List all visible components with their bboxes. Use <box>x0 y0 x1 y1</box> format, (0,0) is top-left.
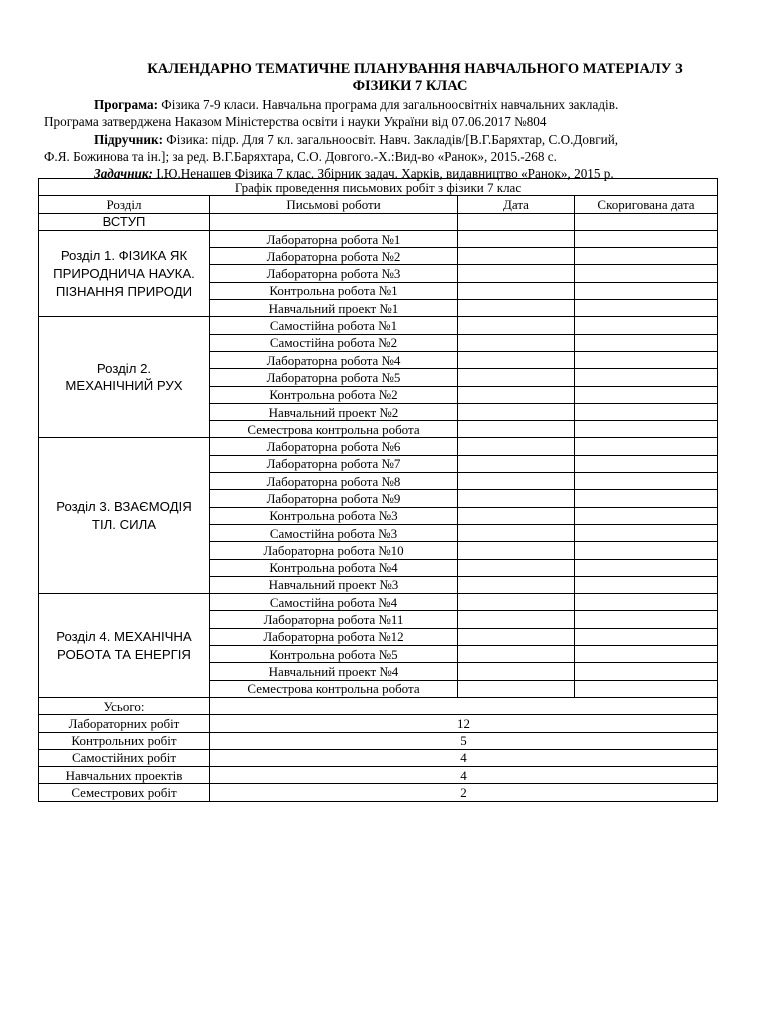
column-header-works: Письмові роботи <box>210 196 458 213</box>
corrected-date-cell[interactable] <box>575 248 718 265</box>
totals-row <box>39 732 718 749</box>
corrected-date-cell[interactable] <box>575 576 718 593</box>
date-cell[interactable] <box>458 248 575 265</box>
totals-blank-cell <box>210 697 718 714</box>
totals-row-label: Лабораторних робіт <box>39 715 210 732</box>
corrected-date-cell[interactable] <box>575 473 718 490</box>
corrected-date-cell[interactable] <box>575 646 718 663</box>
totals-row-value: 5 <box>210 732 718 749</box>
work-cell: Лабораторна робота №10 <box>210 542 458 559</box>
problembook-label: Задачник: <box>94 166 153 182</box>
totals-row-value: 2 <box>210 784 718 801</box>
section-name-4: Розділ 4. МЕХАНІЧНА РОБОТА ТА ЕНЕРГІЯ <box>39 594 210 698</box>
totals-label: Усього: <box>39 697 210 714</box>
corrected-date-cell[interactable] <box>575 680 718 697</box>
date-cell[interactable] <box>458 594 575 611</box>
column-header-date: Дата <box>458 196 575 213</box>
work-cell: Лабораторна робота №4 <box>210 351 458 368</box>
program-label: Програма: <box>94 97 158 112</box>
corrected-date-cell[interactable] <box>575 230 718 247</box>
corrected-date-cell[interactable] <box>575 628 718 645</box>
date-cell[interactable] <box>458 421 575 438</box>
totals-row-value: 4 <box>210 749 718 766</box>
corrected-date-cell[interactable] <box>575 351 718 368</box>
totals-row <box>39 749 718 766</box>
approval-line: Програма затверджена Наказом Міністерства освіти і науки України від 07.06.2017 №804 <box>44 114 547 130</box>
work-cell: Лабораторна робота №8 <box>210 473 458 490</box>
date-cell[interactable] <box>458 663 575 680</box>
date-cell[interactable] <box>458 317 575 334</box>
date-cell[interactable] <box>458 455 575 472</box>
table-row <box>39 317 718 334</box>
totals-header-row <box>39 697 718 714</box>
intro-row <box>39 213 718 230</box>
work-cell: Семестрова контрольна робота <box>210 680 458 697</box>
document-meta <box>44 96 764 182</box>
date-cell[interactable] <box>458 386 575 403</box>
corrected-date-cell[interactable] <box>575 386 718 403</box>
schedule-table-body <box>39 179 718 802</box>
column-header-section: Розділ <box>39 196 210 213</box>
work-cell <box>210 213 458 230</box>
work-cell: Контрольна робота №1 <box>210 282 458 299</box>
corrected-date-cell[interactable] <box>575 663 718 680</box>
document-title <box>40 61 768 95</box>
textbook-label: Підручник: <box>94 131 163 147</box>
totals-row-label: Самостійних робіт <box>39 749 210 766</box>
table-caption: Графік проведення письмових робіт з фізики 7 клас <box>39 179 718 196</box>
date-cell[interactable] <box>458 628 575 645</box>
totals-row-value: 12 <box>210 715 718 732</box>
work-cell: Самостійна робота №4 <box>210 594 458 611</box>
work-cell: Навчальний проект №1 <box>210 300 458 317</box>
work-cell: Самостійна робота №1 <box>210 317 458 334</box>
work-cell: Лабораторна робота №6 <box>210 438 458 455</box>
date-cell[interactable] <box>458 334 575 351</box>
caption-row <box>39 179 718 196</box>
textbook-text: Фізика: підр. Для 7 кл. загальноосвіт. Навч. Закладів/[В.Г.Баряхтар, С.О.Довгий, <box>162 131 619 147</box>
date-cell[interactable] <box>458 230 575 247</box>
date-cell[interactable] <box>458 490 575 507</box>
date-cell[interactable] <box>458 611 575 628</box>
textbook-line <box>44 131 764 148</box>
section-name-line-2: МЕХАНІЧНИЙ РУХ <box>65 378 183 394</box>
date-cell[interactable] <box>458 680 575 697</box>
totals-row <box>39 715 718 732</box>
corrected-date-cell[interactable] <box>575 455 718 472</box>
date-cell[interactable] <box>458 507 575 524</box>
date-cell[interactable] <box>458 282 575 299</box>
section-name-3: Розділ 3. ВЗАЄМОДІЯ ТІЛ. СИЛА <box>39 438 210 594</box>
work-cell: Лабораторна робота №7 <box>210 455 458 472</box>
corrected-date-cell[interactable] <box>575 507 718 524</box>
totals-row <box>39 784 718 801</box>
title-line-2: ФІЗИКИ 7 КЛАС <box>352 78 468 94</box>
work-cell: Контрольна робота №4 <box>210 559 458 576</box>
date-cell[interactable] <box>458 265 575 282</box>
schedule-table <box>38 178 718 802</box>
corrected-date-cell[interactable] <box>575 317 718 334</box>
corrected-date-cell[interactable] <box>575 594 718 611</box>
work-cell: Навчальний проект №2 <box>210 403 458 420</box>
corrected-date-cell[interactable] <box>575 524 718 541</box>
date-cell[interactable] <box>458 438 575 455</box>
date-cell[interactable] <box>458 576 575 593</box>
corrected-date-cell[interactable] <box>575 369 718 386</box>
work-cell: Лабораторна робота №12 <box>210 628 458 645</box>
date-cell[interactable] <box>458 559 575 576</box>
table-row <box>39 594 718 611</box>
totals-row-label: Контрольних робіт <box>39 732 210 749</box>
work-cell: Контрольна робота №3 <box>210 507 458 524</box>
work-cell: Лабораторна робота №1 <box>210 230 458 247</box>
totals-row-value: 4 <box>210 767 718 784</box>
date-cell[interactable] <box>458 369 575 386</box>
date-cell[interactable] <box>458 300 575 317</box>
corrected-date-cell[interactable] <box>575 282 718 299</box>
problembook-text: І.Ю.Ненашев Фізика 7 клас. Збірник задач. Харків, видавництво «Ранок», 2015 р. <box>152 166 614 182</box>
intro-cell: ВСТУП <box>39 213 210 230</box>
work-cell: Лабораторна робота №11 <box>210 611 458 628</box>
section-name-1: Розділ 1. ФІЗИКА ЯК ПРИРОДНИЧА НАУКА. ПІЗНАННЯ ПРИРОДИ <box>39 230 210 316</box>
date-cell[interactable] <box>458 542 575 559</box>
work-cell: Самостійна робота №2 <box>210 334 458 351</box>
date-cell[interactable] <box>458 473 575 490</box>
section-name-line-1: Розділ 2. <box>96 361 152 377</box>
date-cell[interactable] <box>458 351 575 368</box>
corrected-date-cell[interactable] <box>575 438 718 455</box>
totals-row-label: Навчальних проектів <box>39 767 210 784</box>
totals-row-label: Семестрових робіт <box>39 784 210 801</box>
work-cell: Навчальний проект №3 <box>210 576 458 593</box>
table-row <box>39 438 718 455</box>
table-row <box>39 230 718 247</box>
work-cell: Контрольна робота №5 <box>210 646 458 663</box>
corrected-date-cell[interactable] <box>575 542 718 559</box>
work-cell: Лабораторна робота №5 <box>210 369 458 386</box>
work-cell: Лабораторна робота №9 <box>210 490 458 507</box>
date-cell[interactable] <box>458 524 575 541</box>
textbook-line-2: Ф.Я. Божинова та ін.]; за ред. В.Г.Баряхтара, С.О. Довгого.-Х.:Вид-во «Ранок», 2015.-268 с. <box>44 148 557 164</box>
corrected-date-cell[interactable] <box>575 559 718 576</box>
corrected-date-cell[interactable] <box>575 265 718 282</box>
corrected-date-cell[interactable] <box>575 611 718 628</box>
header-row <box>39 196 718 213</box>
corrected-date-cell[interactable] <box>575 334 718 351</box>
work-cell: Лабораторна робота №2 <box>210 248 458 265</box>
section-name-2 <box>39 317 210 438</box>
date-cell[interactable] <box>458 646 575 663</box>
corrected-date-cell[interactable] <box>575 490 718 507</box>
corrected-date-cell[interactable] <box>575 213 718 230</box>
work-cell: Семестрова контрольна робота <box>210 421 458 438</box>
work-cell: Контрольна робота №2 <box>210 386 458 403</box>
program-text: Фізика 7-9 класи. Навчальна програма для загальноосвітніх навчальних закладів. <box>157 97 619 112</box>
work-cell: Навчальний проект №4 <box>210 663 458 680</box>
corrected-date-cell[interactable] <box>575 421 718 438</box>
corrected-date-cell[interactable] <box>575 300 718 317</box>
date-cell[interactable] <box>458 213 575 230</box>
title-line-1: КАЛЕНДАРНО ТЕМАТИЧНЕ ПЛАНУВАННЯ НАВЧАЛЬНОГО МАТЕРІАЛУ З <box>147 61 683 77</box>
column-header-corrected-date: Скоригована дата <box>575 196 718 213</box>
program-line <box>44 96 764 113</box>
work-cell: Самостійна робота №3 <box>210 524 458 541</box>
corrected-date-cell[interactable] <box>575 403 718 420</box>
date-cell[interactable] <box>458 403 575 420</box>
work-cell: Лабораторна робота №3 <box>210 265 458 282</box>
totals-row <box>39 767 718 784</box>
